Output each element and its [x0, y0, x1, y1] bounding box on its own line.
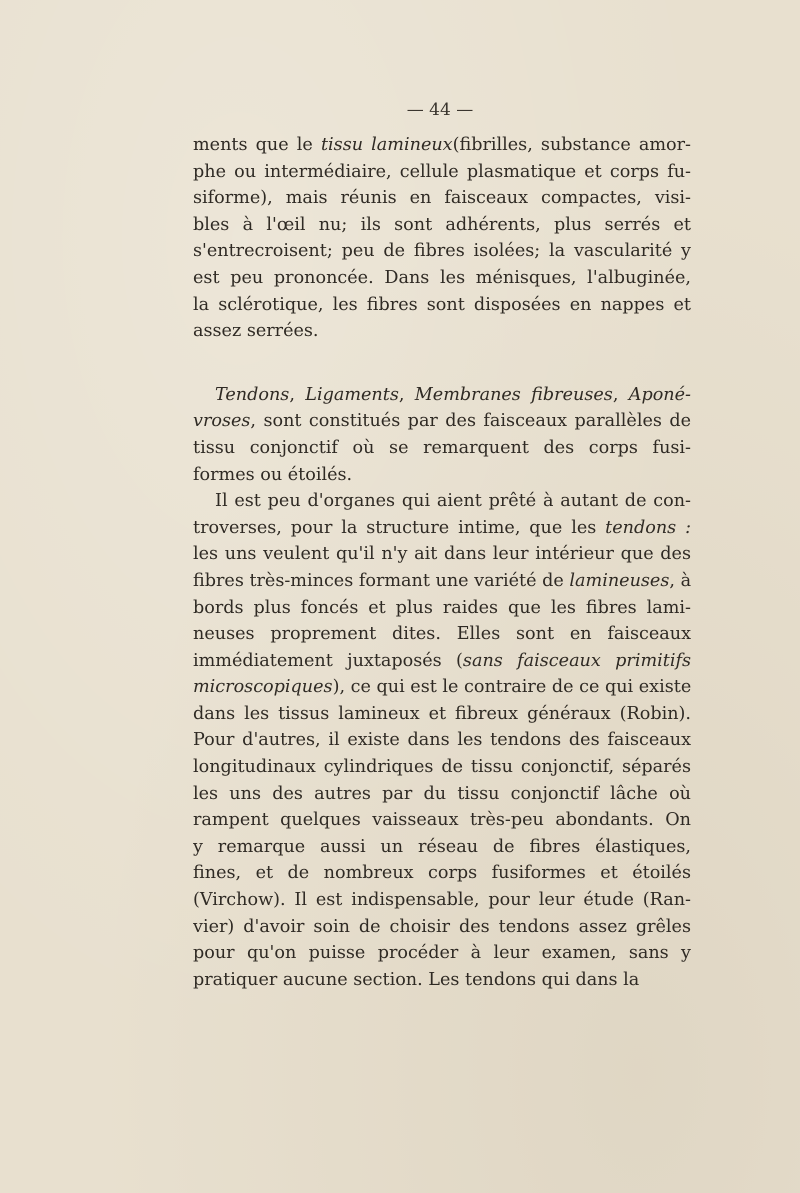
text-line [193, 807, 691, 834]
text-segment: ), ce qui est le contraire de ce qui existe [332, 677, 691, 698]
text-segment: pratiquer aucune section. Les tendons qui dans la [193, 969, 640, 990]
italic-segment: vroses [193, 411, 251, 432]
paragraph-1 [193, 132, 691, 345]
text-line [193, 212, 691, 239]
text-segment: , [398, 384, 415, 405]
text-line [193, 382, 691, 409]
text-segment: , [289, 384, 306, 405]
text-line [193, 621, 691, 648]
text-segment: bles à l'œil nu; ils sont adhérents, plus serrés et [193, 214, 691, 235]
text-line [193, 515, 691, 542]
text-line [193, 754, 691, 781]
italic-segment: lamineuses [569, 570, 670, 591]
text-line [193, 159, 691, 186]
text-segment: neuses proprement dites. Elles sont en faisceaux [193, 624, 691, 645]
text-line [193, 887, 691, 914]
text-segment: , [612, 384, 629, 405]
text-segment: Pour d'autres, il existe dans les tendons des faisceaux [193, 730, 691, 751]
text-segment: phe ou intermédiaire, cellule plasmatique et corps fu- [193, 161, 691, 182]
text-line [193, 834, 691, 861]
text-segment: troverses, pour la structure intime, que les [193, 517, 606, 538]
text-line [193, 132, 691, 159]
text-segment: tissu conjonctif où se remarquent des corps fusi- [193, 437, 691, 458]
text-line [193, 265, 691, 292]
italic-segment: Membranes fibreuses [414, 384, 613, 405]
text-segment: les uns veulent qu'il n'y ait dans leur intérieur que des [193, 544, 691, 565]
text-line [193, 568, 691, 595]
italic-segment: tendons : [605, 517, 691, 538]
text-line [193, 860, 691, 887]
text-line [193, 648, 691, 675]
text-line [193, 408, 691, 435]
body-text [193, 132, 691, 993]
text-line [193, 914, 691, 941]
text-segment: s'entrecroisent; peu de fibres isolées; la vascularité y [193, 241, 691, 262]
italic-segment: sans faisceaux primitifs [462, 650, 691, 671]
text-segment: la sclérotique, les fibres sont disposées en nappes et [193, 294, 691, 315]
text-segment: siforme), mais réunis en faisceaux compactes, visi- [193, 188, 691, 209]
page-number: — 44 — [406, 100, 474, 120]
text-line [193, 727, 691, 754]
text-segment: dans les tissus lamineux et fibreux généraux (Robin). [193, 703, 691, 724]
text-line [193, 967, 691, 994]
text-segment: rampent quelques vaisseaux très-peu abondants. On [193, 810, 691, 831]
text-line [193, 435, 691, 462]
text-line [193, 488, 691, 515]
italic-segment: microscopiques [193, 677, 333, 698]
text-line [193, 674, 691, 701]
text-line [193, 701, 691, 728]
text-segment: , à [669, 570, 691, 591]
text-segment: formes ou étoilés. [193, 464, 353, 485]
text-line [193, 781, 691, 808]
text-segment: bords plus foncés et plus raides que les fibres lami- [193, 597, 691, 618]
text-segment: , sont constitués par des faisceaux parallèles de [250, 411, 691, 432]
text-line [193, 541, 691, 568]
text-segment: fibres très-minces formant une variété de [193, 570, 570, 591]
text-line [193, 940, 691, 967]
italic-segment: Tendons [215, 384, 290, 405]
italic-segment: tissu lamineux [320, 135, 453, 155]
text-segment: les uns des autres par du tissu conjonctif lâche où [193, 783, 691, 804]
text-segment: fines, et de nombreux corps fusiformes et étoilés [193, 863, 691, 884]
text-segment: pour qu'on puisse procéder à leur examen, sans y [193, 943, 691, 964]
paragraph-gap [193, 345, 691, 382]
text-line [193, 595, 691, 622]
text-segment: ments que le [193, 135, 321, 155]
text-segment: assez serrées. [193, 321, 319, 342]
italic-segment: Ligaments [305, 384, 399, 405]
text-segment: longitudinaux cylindriques de tissu conjonctif, séparés [193, 757, 691, 778]
text-segment: y remarque aussi un réseau de fibres élastiques, [193, 836, 691, 857]
text-segment: (fibrilles, substance amor- [452, 135, 691, 155]
text-line [193, 185, 691, 212]
text-segment: (Virchow). Il est indispensable, pour leur étude (Ran- [193, 890, 691, 911]
text-segment: vier) d'avoir soin de choisir des tendons assez grêles [193, 916, 691, 937]
text-line [193, 318, 691, 345]
text-line [193, 292, 691, 319]
text-line [193, 238, 691, 265]
italic-segment: Aponé- [628, 384, 691, 405]
paragraph-2 [193, 382, 691, 488]
text-segment: Il est peu d'organes qui aient prêté à autant de con- [215, 491, 691, 512]
text-line [193, 462, 691, 489]
paragraph-3 [193, 488, 691, 993]
text-segment: est peu prononcée. Dans les ménisques, l'albuginée, [193, 267, 691, 288]
text-segment: immédiatement juxtaposés ( [193, 650, 463, 671]
